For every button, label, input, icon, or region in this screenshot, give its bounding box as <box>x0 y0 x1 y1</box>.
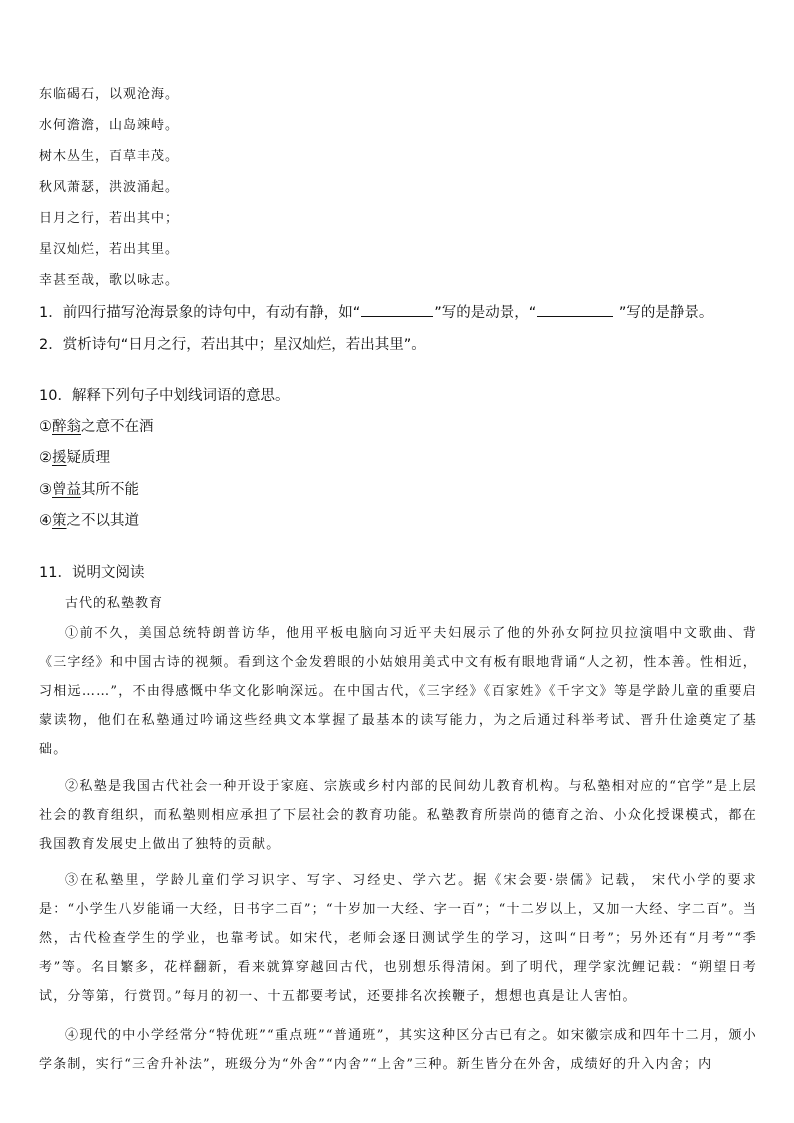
poem-line-6: 星汉灿烂，若出其里。 <box>39 242 180 257</box>
poem-line-2: 水何澹澹，山岛竦峙。 <box>39 118 180 133</box>
poem-line-1: 东临碣石，以观沧海。 <box>39 87 180 102</box>
underlined-word: 策 <box>52 513 67 529</box>
item-marker: ① <box>39 419 52 435</box>
question-10-item-4 <box>39 509 139 530</box>
question-10-heading: 10．解释下列句子中划线词语的意思。 <box>39 388 290 404</box>
item-marker: ③ <box>39 482 52 498</box>
article-paragraph-3: ③在私塾里，学龄儿童们学习识字、写字、习经史、学六艺。据《宋会要·崇儒》记载， 宋代小学的要求是：“小学生八岁能诵一大经，日书字二百”；“十岁加一大经、字一百”；“十二岁以上，又加一大经、字二百”。当然，古代检查学生的学业，也靠考试。如宋代，老师会逐日测试学生的学习，这叫“日考”；另外还有“月考”“季考”等。名目繁多，花样翻新，看来就算穿越回古代，也别想乐得清闲。到了明代，理学家沈鲤记载：“朔望日考试，分等第，行赏罚。”每月的初一、十五都要考试，还要排名次挨鞭子，想想也真是让人害怕。 <box>39 873 757 1004</box>
article-paragraph-4: ④现代的中小学经常分“特优班”“重点班”“普通班”，其实这种区分古已有之。如宋徽宗成和四年十二月，颁小学条制，实行“三舍升补法”，班级分为“外舍”“内舍”“上舍”三种。新生皆分在外舍，成绩好的升入内舍；内 <box>39 1028 757 1072</box>
answer-blank-1[interactable] <box>361 302 433 317</box>
item-text: 之意不在酒 <box>81 419 154 435</box>
poem-line-5: 日月之行，若出其中； <box>39 211 180 226</box>
question-11-heading: 11．说明文阅读 <box>39 565 145 581</box>
underlined-word: 曾益 <box>52 482 81 498</box>
article-title: 古代的私塾教育 <box>65 596 164 611</box>
question-2: 2．赏析诗句“日月之行，若出其中；星汉灿烂，若出其里”。 <box>39 337 426 353</box>
underlined-word: 醉翁 <box>52 419 81 435</box>
question-1-prefix: 1．前四行描写沧海景象的诗句中，有动有静，如“ <box>39 305 361 321</box>
question-1-middle: ”写的是动景，“ <box>434 305 537 321</box>
question-10-item-2 <box>39 446 110 467</box>
question-10-item-3 <box>39 478 139 499</box>
item-text: 之不以其道 <box>66 513 139 529</box>
item-marker: ② <box>39 450 52 466</box>
question-1-suffix: ”写的是静景。 <box>614 305 714 321</box>
question-1 <box>39 301 713 322</box>
poem-line-7: 幸甚至哉，歌以咏志。 <box>39 273 180 288</box>
poem-line-3: 树木丛生，百草丰茂。 <box>39 149 180 164</box>
poem-line-4: 秋风萧瑟，洪波涌起。 <box>39 180 180 195</box>
article-paragraph-2: ②私塾是我国古代社会一种开设于家庭、宗族或乡村内部的民间幼儿教育机构。与私塾相对应的“官学”是上层社会的教育组织，而私塾则相应承担了下层社会的教育功能。私塾教育所崇尚的德育之治、小众化授课模式，都在我国教育发展史上做出了独特的贡献。 <box>39 779 757 852</box>
underlined-word: 援 <box>52 450 67 466</box>
item-marker: ④ <box>39 513 52 529</box>
question-10-item-1 <box>39 415 154 436</box>
item-text: 疑质理 <box>66 450 110 466</box>
article-paragraph-1: ①前不久，美国总统特朗普访华，他用平板电脑向习近平夫妇展示了他的外孙女阿拉贝拉演唱中文歌曲、背《三字经》和中国古诗的视频。看到这个金发碧眼的小姑娘用美式中文有板有眼地背诵“人之初，性本善。性相近，习相远……”，不由得感慨中华文化影响深远。在中国古代，《三字经》《百家姓》《千字文》等是学龄儿童的重要启蒙读物，他们在私塾通过吟诵这些经典文本掌握了最基本的读写能力，为之后通过科举考试、晋升仕途奠定了基础。 <box>39 626 757 757</box>
answer-blank-2[interactable] <box>537 302 613 317</box>
item-text: 其所不能 <box>81 482 139 498</box>
